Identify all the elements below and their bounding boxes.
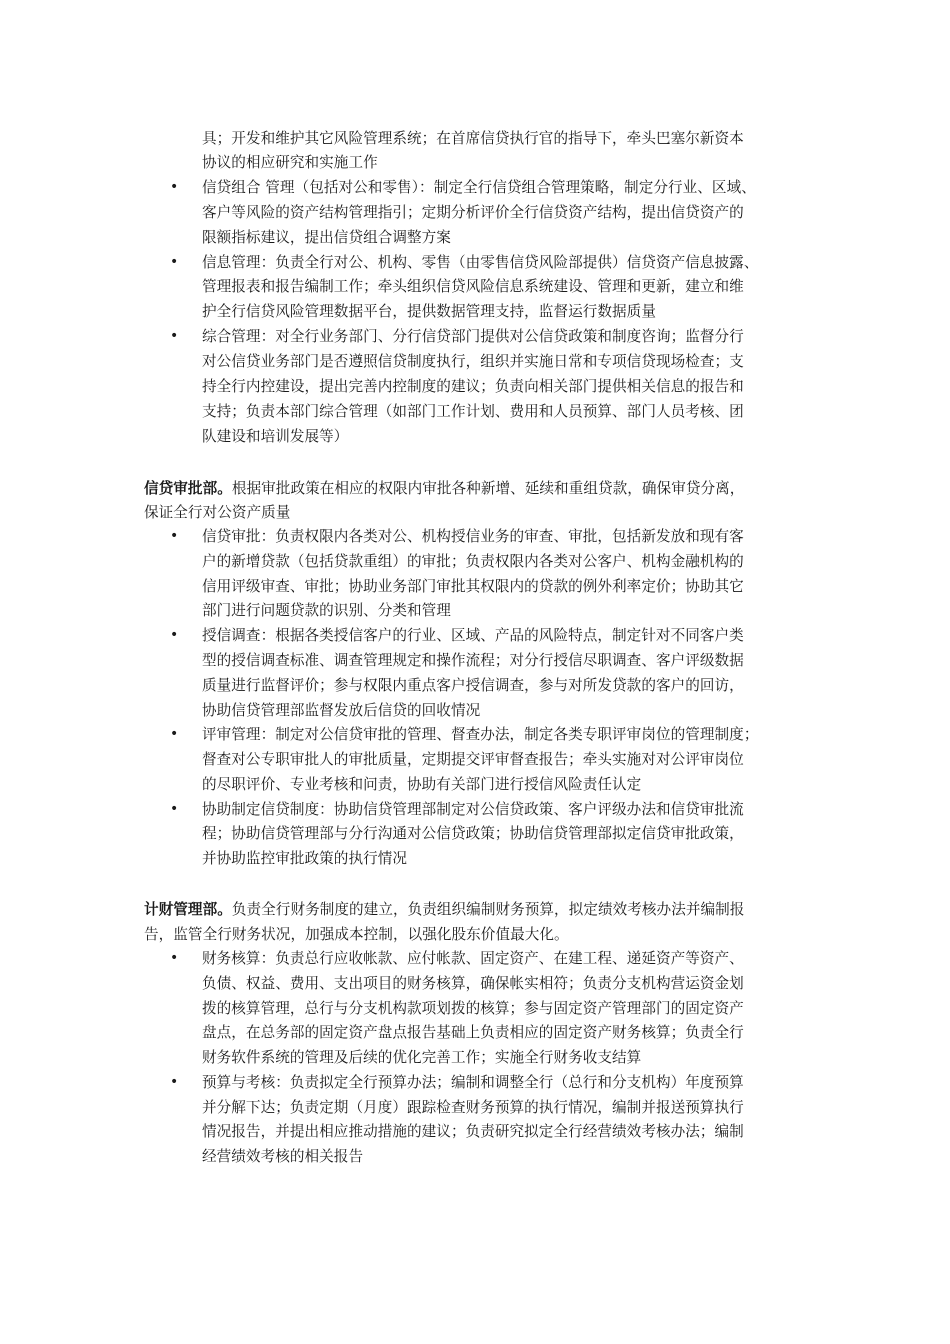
bullet-icon: • [170,627,179,643]
bullet-icon: • [170,328,179,344]
bullet-icon: • [170,254,179,270]
text-line: 告，监管全行财务状况，加强成本控制，以强化股东价值最大化。 [144,926,569,943]
bullet-icon: • [170,726,179,742]
text-line: 督查对公专职审批人的审批质量，定期提交评审督查报告；牵头实施对对公评审岗位 [202,751,744,768]
bullet-icon: • [170,1074,179,1090]
text-line: 财务核算：负责总行应收帐款、应付帐款、固定资产、在建工程、递延资产等资产、 [202,950,744,967]
section-text: 负责全行财务制度的建立，负责组织编制财务预算，拟定绩效考核办法并编制报 [231,901,745,918]
text-line: 程；协助信贷管理部与分行沟通对公信贷政策；协助信贷管理部拟定信贷审批政策， [202,825,744,842]
text-line: 持全行内控建设，提出完善内控制度的建议；负责向相关部门提供相关信息的报告和 [202,378,744,395]
text-line: 拨的核算管理，总行与分支机构款项划拨的核算；参与固定资产管理部门的固定资产 [202,1000,744,1017]
text-line: 负债、权益、费用、支出项目的财务核算，确保帐实相符；负责分支机构营运资金划 [202,975,744,992]
bullet-icon: • [170,528,179,544]
bullet-icon: • [170,950,179,966]
text-line: 部门进行问题贷款的识别、分类和管理 [202,602,451,619]
section-first-line [144,476,744,501]
text-line: 管理报表和报告编制工作；牵头组织信贷风险信息系统建设、管理和更新，建立和维 [202,278,744,295]
text-line: 协助信贷管理部监督发放后信贷的回收情况 [202,702,481,719]
text-line: 综合管理：对全行业务部门、分行信贷部门提供对公信贷政策和制度咨询；监督分行 [202,328,744,345]
text-line: 协助制定信贷制度：协助信贷管理部制定对公信贷政策、客户评级办法和信贷审批流 [202,801,744,818]
section-first-line [144,897,744,922]
text-line: 限额指标建议，提出信贷组合调整方案 [202,229,451,246]
text-line: 保证全行对公资产质量 [144,504,291,521]
text-line: 财务软件系统的管理及后续的优化完善工作；实施全行财务收支结算 [202,1049,642,1066]
text-line: 具；开发和维护其它风险管理系统；在首席信贷执行官的指导下，牵头巴塞尔新资本 [202,130,744,147]
text-line: 经营绩效考核的相关报告 [202,1148,364,1165]
text-line: 信贷审批：负责权限内各类对公、机构授信业务的审查、审批，包括新发放和现有客 [202,528,744,545]
section-title: 计财管理部。 [144,901,232,918]
text-line: 信贷组合 管理（包括对公和零售）：制定全行信贷组合管理策略，制定分行业、区域、 [202,179,756,196]
text-line: 授信调查：根据各类授信客户的行业、区域、产品的风险特点，制定针对不同客户类 [202,627,744,644]
text-line: 对公信贷业务部门是否遵照信贷制度执行，组织并实施日常和专项信贷现场检查；支 [202,353,744,370]
text-line: 预算与考核：负责拟定全行预算办法；编制和调整全行（总行和分支机构）年度预算 [202,1074,744,1091]
section-title: 信贷审批部。 [144,480,232,497]
text-line: 并分解下达；负责定期（月度）跟踪检查财务预算的执行情况，编制并报送预算执行 [202,1099,744,1116]
text-line: 盘点，在总务部的固定资产盘点报告基础上负责相应的固定资产财务核算；负责全行 [202,1024,744,1041]
text-line: 情况报告，并提出相应推动措施的建议；负责研究拟定全行经营绩效考核办法；编制 [202,1123,744,1140]
text-line: 协议的相应研究和实施工作 [202,154,378,171]
text-line: 信用评级审查、审批；协助业务部门审批其权限内的贷款的例外利率定价；协助其它 [202,578,744,595]
section-text: 根据审批政策在相应的权限内审批各种新增、延续和重组贷款，确保审贷分离， [231,480,745,497]
text-line: 户的新增贷款（包括贷款重组）的审批；负责权限内各类对公客户、机构金融机构的 [202,553,744,570]
text-line: 支持；负责本部门综合管理（如部门工作计划、费用和人员预算、部门人员考核、团 [202,403,744,420]
text-line: 评审管理：制定对公信贷审批的管理、督查办法，制定各类专职评审岗位的管理制度； [202,726,759,743]
text-line: 型的授信调查标准、调查管理规定和操作流程；对分行授信尽职调查、客户评级数据 [202,652,744,669]
text-line: 质量进行监督评价；参与权限内重点客户授信调查，参与对所发贷款的客户的回访， [202,677,744,694]
bullet-icon: • [170,801,179,817]
text-line: 护全行信贷风险管理数据平台，提供数据管理支持，监督运行数据质量 [202,303,656,320]
bullet-icon: • [170,179,179,195]
text-line: 信息管理：负责全行对公、机构、零售（由零售信贷风险部提供）信贷资产信息披露、 [202,254,759,271]
text-line: 队建设和培训发展等） [202,428,349,445]
text-line: 的尽职评价、专业考核和问责，协助有关部门进行授信风险责任认定 [202,776,642,793]
text-line: 并协助监控审批政策的执行情况 [202,850,408,867]
text-line: 客户等风险的资产结构管理指引；定期分析评价全行信贷资产结构，提出信贷资产的 [202,204,744,221]
